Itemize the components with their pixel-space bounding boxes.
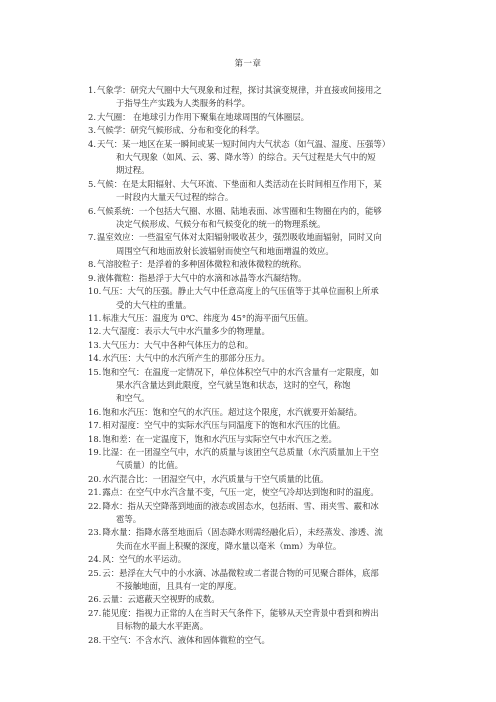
definition-item bbox=[88, 178, 428, 205]
definition-number: 20. bbox=[88, 473, 102, 484]
definition-text: 水汽压：大气中的水汽所产生的那部分压力。 bbox=[102, 353, 270, 364]
chapter-title: 第一章 bbox=[234, 59, 262, 69]
definition-first-line bbox=[88, 285, 428, 298]
definition-first-line bbox=[88, 312, 428, 325]
definition-number: 16. bbox=[88, 406, 102, 417]
definition-text: 气压：大气的压强。静止大气中任意高度上的气压值等于其单位面积上所承 bbox=[102, 286, 379, 297]
definition-first-line bbox=[88, 111, 428, 124]
definition-number: 22. bbox=[88, 500, 102, 511]
definition-text: 饱和水汽压：饱和空气的水汽压。超过这个限度，水汽就要开始凝结。 bbox=[102, 406, 362, 417]
definition-number: 4. bbox=[88, 138, 96, 149]
definition-number: 19. bbox=[88, 446, 102, 457]
definition-number: 21. bbox=[88, 487, 102, 498]
definition-item bbox=[88, 406, 428, 419]
definition-continuation: 目标物的最大水平距离。 bbox=[116, 621, 209, 632]
definition-first-line bbox=[88, 634, 428, 647]
definition-number: 2. bbox=[88, 111, 96, 122]
definition-text: 天气：某一地区在某一瞬间或某一短时间内大气状态（如气温、湿度、压强等） bbox=[97, 138, 391, 149]
definition-first-line bbox=[88, 553, 428, 566]
definition-continuation: 失而在水平面上积聚的深度，降水量以毫米（mm）为单位。 bbox=[116, 540, 342, 551]
definition-number: 18. bbox=[88, 433, 102, 444]
definition-item bbox=[88, 593, 428, 606]
definition-list bbox=[88, 84, 428, 647]
definition-first-line bbox=[88, 352, 428, 365]
definition-continuation: 不接触地面，且具有一定的厚度。 bbox=[116, 581, 242, 592]
definition-item bbox=[88, 473, 428, 486]
definition-number: 14. bbox=[88, 353, 102, 364]
definition-text: 标准大气压：温度为 0℃、纬度为 45°的海平面气压值。 bbox=[102, 312, 314, 323]
definition-text: 风：空气的水平运动。 bbox=[102, 554, 187, 565]
definition-item bbox=[88, 231, 428, 258]
definition-number: 17. bbox=[88, 420, 102, 431]
definition-item bbox=[88, 500, 428, 527]
definition-number: 9. bbox=[88, 272, 96, 283]
definition-number: 8. bbox=[88, 259, 96, 270]
definition-text: 饱和差：在一定温度下，饱和水汽压与实际空气中水汽压之差。 bbox=[102, 433, 337, 444]
definition-text: 水汽混合比：一团湿空气中，水汽质量与干空气质量的比值。 bbox=[102, 473, 329, 484]
definition-text: 降水：指从天空降落到地面的液态或固态水，包括雨、雪、雨夹雪、霰和冰 bbox=[102, 500, 379, 511]
definition-item bbox=[88, 419, 428, 432]
definition-first-line bbox=[88, 607, 428, 620]
definition-first-line bbox=[88, 593, 428, 606]
definition-item bbox=[88, 553, 428, 566]
definition-text: 干空气：不含水汽、液体和固体微粒的空气。 bbox=[102, 634, 270, 645]
definition-first-line bbox=[88, 486, 428, 499]
definition-text: 降水量：指降水落至地面后（固态降水则需经融化后），未经蒸发、渗透、流 bbox=[102, 527, 383, 538]
definition-item bbox=[88, 285, 428, 312]
definition-number: 28. bbox=[88, 634, 102, 645]
definition-first-line bbox=[88, 500, 428, 513]
definition-number: 10. bbox=[88, 286, 102, 297]
definition-number: 24. bbox=[88, 554, 102, 565]
definition-first-line bbox=[88, 84, 428, 97]
definition-continuation: 果水汽含量达到此限度，空气就呈饱和状态，这时的空气，称饱 bbox=[116, 379, 351, 390]
definition-item bbox=[88, 607, 428, 634]
definition-item bbox=[88, 352, 428, 365]
definition-number: 3. bbox=[88, 125, 96, 136]
definition-item bbox=[88, 138, 428, 178]
definition-item bbox=[88, 446, 428, 473]
definition-first-line bbox=[88, 433, 428, 446]
definition-text: 露点：在空气中水汽含量不变，气压一定，使空气冷却达到饱和时的温度。 bbox=[102, 487, 379, 498]
definition-continuation: 和大气现象（如风、云、雾、降水等）的综合。天气过程是大气中的短 bbox=[116, 152, 376, 163]
definition-continuation: 于指导生产实践为人类服务的科学。 bbox=[116, 98, 250, 109]
definition-continuation: 期过程。 bbox=[116, 165, 150, 176]
definition-item bbox=[88, 526, 428, 553]
definition-number: 27. bbox=[88, 607, 102, 618]
definition-text: 饱和空气：在温度一定情况下，单位体积空气中的水汽含量有一定限度，如 bbox=[102, 366, 379, 377]
definition-first-line bbox=[88, 526, 428, 539]
definition-item bbox=[88, 366, 428, 406]
definition-first-line bbox=[88, 124, 428, 137]
definition-item bbox=[88, 433, 428, 446]
definition-continuation: 雹等。 bbox=[116, 514, 142, 524]
definition-text: 大气湿度：表示大气中水汽量多少的物理量。 bbox=[102, 326, 270, 337]
definition-first-line bbox=[88, 272, 428, 285]
definition-first-line bbox=[88, 325, 428, 338]
definition-continuation: 和空气。 bbox=[116, 393, 150, 404]
definition-first-line bbox=[88, 138, 428, 151]
definition-item bbox=[88, 567, 428, 594]
definition-first-line bbox=[88, 231, 428, 244]
definition-number: 7. bbox=[88, 232, 96, 243]
definition-first-line bbox=[88, 446, 428, 459]
definition-item bbox=[88, 634, 428, 647]
definition-text: 相对湿度：空气中的实际水汽压与同温度下的饱和水汽压的比值。 bbox=[102, 420, 346, 431]
definition-first-line bbox=[88, 205, 428, 218]
definition-item bbox=[88, 205, 428, 232]
definition-item bbox=[88, 124, 428, 137]
definition-number: 5. bbox=[88, 178, 96, 189]
definition-continuation: 决定气候形成、气候分布和气候变化的统一的物理系统。 bbox=[116, 219, 326, 230]
definition-number: 12. bbox=[88, 326, 102, 337]
definition-item bbox=[88, 325, 428, 338]
definition-continuation: 受的大气柱的重量。 bbox=[116, 299, 192, 310]
definition-text: 气溶胶粒子：是浮着的多种固体微粒和液体微粒的统称。 bbox=[97, 259, 307, 270]
definition-first-line bbox=[88, 419, 428, 432]
definition-first-line bbox=[88, 178, 428, 191]
definition-text: 液体微粒：指悬浮于大气中的水滴和冰晶等水汽凝结物。 bbox=[97, 272, 307, 283]
definition-text: 气候系统：一个包括大气圈、水圈、陆地表面、冰雪圈和生物圈在内的，能够 bbox=[97, 205, 382, 216]
definition-item bbox=[88, 258, 428, 271]
definition-text: 云量：云遮蔽天空视野的成数。 bbox=[102, 594, 220, 605]
definition-text: 能见度：指视力正常的人在当时天气条件下，能够从天空背景中看到和辨出 bbox=[102, 607, 379, 618]
definition-item bbox=[88, 84, 428, 111]
definition-number: 25. bbox=[88, 567, 102, 578]
definition-text: 大气圈： 在地球引力作用下聚集在地球周围的气体圈层。 bbox=[97, 111, 310, 122]
definition-number: 13. bbox=[88, 339, 102, 350]
definition-continuation: 周围空气和地面放射长波辐射而使空气和地面增温的效应。 bbox=[116, 245, 334, 256]
definition-number: 11. bbox=[88, 312, 102, 323]
definition-item bbox=[88, 111, 428, 124]
definition-text: 温室效应：一些温室气体对太阳辐射吸收甚少，强烈吸收地面辐射，同时又向 bbox=[97, 232, 382, 243]
definition-text: 云：悬浮在大气中的小水滴、冰晶微粒或二者混合物的可见聚合群体，底部 bbox=[102, 567, 379, 578]
definition-first-line bbox=[88, 366, 428, 379]
definition-number: 26. bbox=[88, 594, 102, 605]
definition-item bbox=[88, 272, 428, 285]
definition-text: 气候学：研究气候形成、分布和变化的科学。 bbox=[97, 125, 265, 136]
definition-first-line bbox=[88, 473, 428, 486]
definition-text: 比湿：在一团湿空气中，水汽的质量与该团空气总质量（水汽质量加上干空 bbox=[102, 446, 379, 457]
definition-text: 气象学：研究大气圈中大气现象和过程，探讨其演变规律，并直接或间接用之 bbox=[97, 85, 382, 95]
definition-number: 15. bbox=[88, 366, 102, 377]
definition-text: 气候：在是太阳辐射、大气环流、下垫面和人类活动在长时间相互作用下，某 bbox=[97, 178, 382, 189]
definition-item bbox=[88, 339, 428, 352]
definition-item bbox=[88, 486, 428, 499]
definition-continuation: 一时段内大量天气过程的综合。 bbox=[116, 192, 234, 203]
definition-number: 6. bbox=[88, 205, 96, 216]
definition-text: 大气压力：大气中各种气体压力的总和。 bbox=[102, 339, 254, 350]
definition-item bbox=[88, 312, 428, 325]
definition-number: 1. bbox=[88, 85, 96, 95]
definition-first-line bbox=[88, 406, 428, 419]
definition-first-line bbox=[88, 567, 428, 580]
definition-first-line bbox=[88, 339, 428, 352]
definition-continuation: 气质量）的比值。 bbox=[116, 460, 183, 471]
definition-first-line bbox=[88, 258, 428, 271]
definition-number: 23. bbox=[88, 527, 102, 538]
